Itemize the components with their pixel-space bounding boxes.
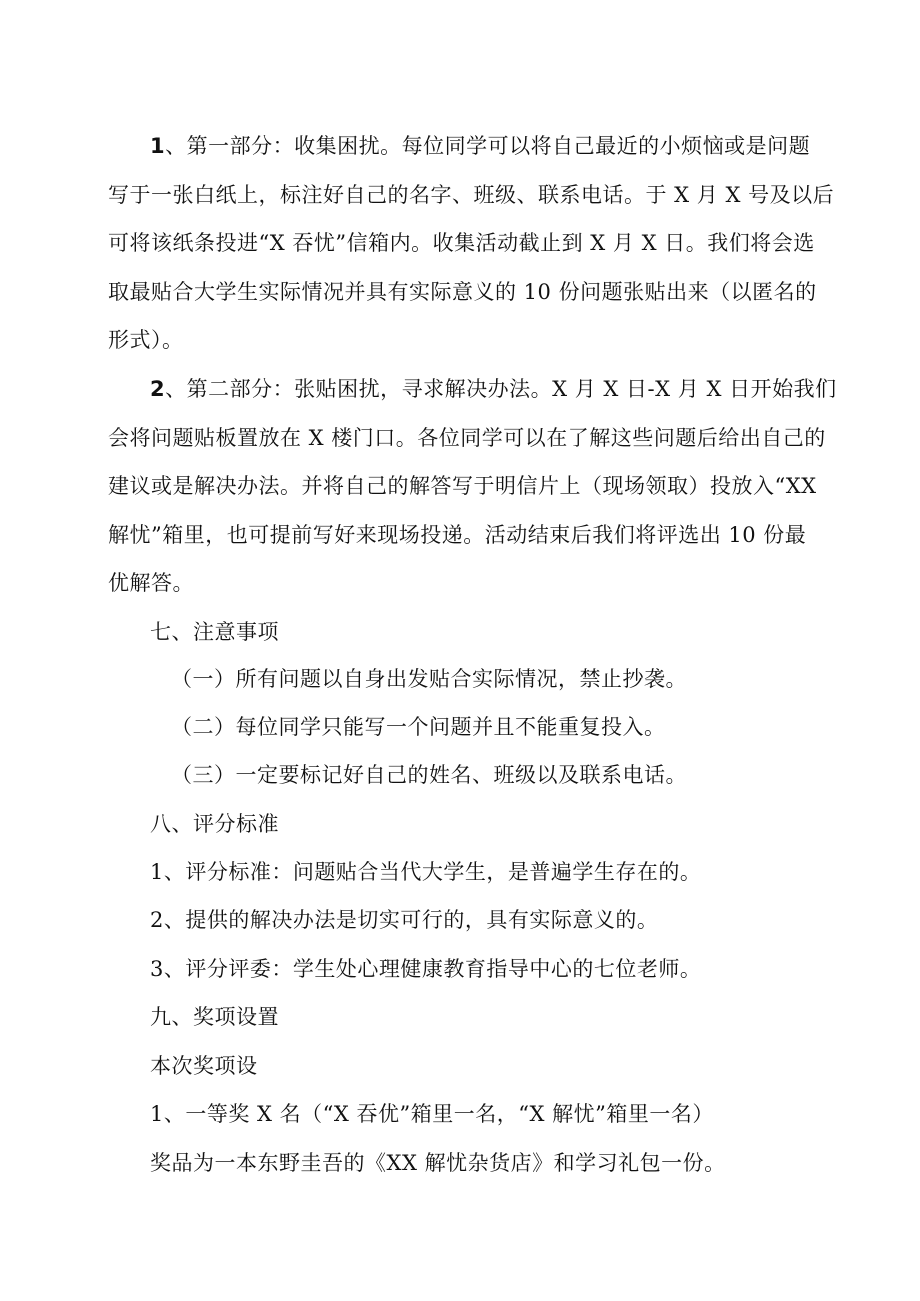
scoring-item-2: 2、提供的解决办法是切实可行的，具有实际意义的。: [150, 908, 659, 932]
part2-line-4: 解忧”箱里，也可提前写好来现场投递。活动结束后我们将评选出 10 份最: [108, 523, 807, 547]
part2-number: 2: [150, 377, 166, 401]
awards-intro: 本次奖项设: [150, 1054, 258, 1078]
part2-line-1: [150, 374, 837, 404]
part1-text-1: 、第一部分：收集困扰。每位同学可以将自己最近的小烦恼或是问题: [165, 134, 811, 158]
part2-line-5: 优解答。: [108, 571, 194, 595]
part2-line-2: 会将问题贴板置放在 X 楼门口。各位同学可以在了解这些问题后给出自己的: [108, 426, 826, 450]
part2-line-3: 建议或是解决办法。并将自己的解答写于明信片上（现场领取）投放入“XX: [108, 474, 817, 498]
part1-line-1: [150, 131, 810, 161]
scoring-heading: 八、评分标准: [150, 812, 279, 836]
notes-item-3: （三）一定要标记好自己的姓名、班级以及联系电话。: [171, 763, 687, 787]
awards-heading: 九、奖项设置: [150, 1005, 279, 1029]
part1-line-4: 取最贴合大学生实际情况并具有实际意义的 10 份问题张贴出来（以匿名的: [108, 280, 817, 304]
part1-number: 1: [150, 134, 166, 158]
part1-line-3: 可将该纸条投进“X 吞忧”信箱内。收集活动截止到 X 月 X 日。我们将会选: [108, 231, 815, 255]
part1-line-2: 写于一张白纸上，标注好自己的名字、班级、联系电话。于 X 月 X 号及以后: [108, 183, 835, 207]
notes-item-1: （一）所有问题以自身出发贴合实际情况，禁止抄袭。: [171, 667, 687, 691]
scoring-item-1: 1、评分标准：问题贴合当代大学生，是普遍学生存在的。: [150, 860, 702, 884]
part1-line-5: 形式）。: [108, 328, 184, 352]
scoring-item-3: 3、评分评委：学生处心理健康教育指导中心的七位老师。: [150, 957, 702, 981]
awards-prize-desc: 奖品为一本东野圭吾的《XX 解忧杂货店》和学习礼包一份。: [150, 1151, 726, 1175]
awards-first-prize: 1、一等奖 X 名（“X 吞优”箱里一名，“X 解忧”箱里一名）: [150, 1102, 714, 1126]
notes-item-2: （二）每位同学只能写一个问题并且不能重复投入。: [171, 715, 666, 739]
notes-heading: 七、注意事项: [150, 620, 279, 644]
part2-text-1: 、第二部分：张贴困扰，寻求解决办法。X 月 X 日-X 月 X 日开始我们: [165, 377, 837, 401]
